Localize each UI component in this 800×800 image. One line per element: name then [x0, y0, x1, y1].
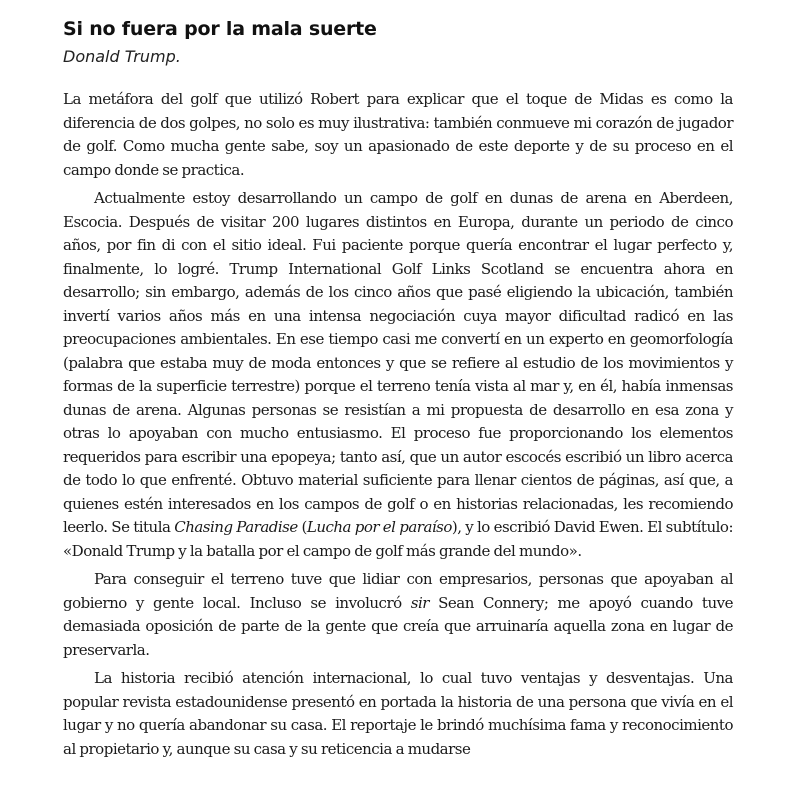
book-title: Chasing Paradise — [174, 518, 298, 536]
paragraph-2-text-b: ( — [297, 518, 307, 536]
paragraph-4: La historia recibió atención internacional, lo cual tuvo ventajas y desventajas. Una popular revista estadounidense presentó en portada la historia de una persona que vivía en el lugar y no quería abandonar su casa. El reportaje le brindó muchísima fama y reconocimiento al propietario y, aunque su casa y su reticencia a mudarse — [63, 669, 733, 758]
chapter-author: Donald Trump. — [63, 47, 181, 66]
body-text — [63, 88, 733, 761]
paragraph-1: La metáfora del golf que utilizó Robert para explicar que el toque de Midas es como la diferencia de dos golpes, no solo es muy ilustrativa: también conmueve mi corazón de jugador de golf. Como mucha gente sabe, soy un apasionado de este deporte y de su proceso en el campo donde se practica. — [63, 90, 733, 179]
chapter-title: Si no fuera por la mala suerte — [63, 18, 377, 40]
paragraph-3 — [63, 568, 733, 662]
paragraph-2-text-c: ), y lo escribió David Ewen. El subtítulo: «Donald Trump y la batalla por el campo de golf más grande del mundo». — [63, 518, 734, 560]
paragraph-2 — [63, 187, 733, 563]
paragraph-2-text-a: Actualmente estoy desarrollando un campo de golf en dunas de arena en Aberdeen, Escocia. Después de visitar 200 lugares distintos en Europa, durante un periodo de cinco años, por fin di con el sitio ideal. Fui paciente porque quería encontrar el lugar perfecto y, finalmente, lo logré. Trump International Golf Links Scotland se encuentra ahora en desarrollo; sin embargo, además de los cinco años que pasé eligiendo la ubicación, también invertí varios años más en una intensa negociación cuya mayor dificultad radicó en las preocupaciones ambientales. En ese tiempo casi me convertí en un experto en geomorfología (palabra que estaba muy de moda entonces y que se refiere al estudio de los movimientos y formas de la superficie terrestre) porque el terreno tenía vista al mar y, en él, había inmensas dunas de arena. Algunas personas se resistían a mi propuesta de desarrollo en esa zona y otras lo apoyaban con mucho entusiasmo. El proceso fue proporcionando los elementos requeridos para escribir una epopeya; tanto así, que un autor escocés escribió un libro acerca de todo lo que enfrenté. Obtuvo material suficiente para llenar cientos de páginas, así que, a quienes estén interesados en los campos de golf o en historias relacionadas, les recomiendo leerlo. Se titula — [63, 189, 733, 536]
book-title-translation: Lucha por el paraíso — [306, 518, 452, 536]
sir-title: sir — [410, 593, 429, 612]
paragraph-3-text-a: Para conseguir el terreno tuve que lidiar con empresarios, personas que apoyaban al gobierno y gente local. Incluso se involucró — [63, 570, 733, 612]
paragraph-3-text-b: Sean Connery; me apoyó cuando tuve demasiada oposición de parte de la gente que creía que arruinaría aquella zona en lugar de preservarla. — [63, 593, 733, 659]
